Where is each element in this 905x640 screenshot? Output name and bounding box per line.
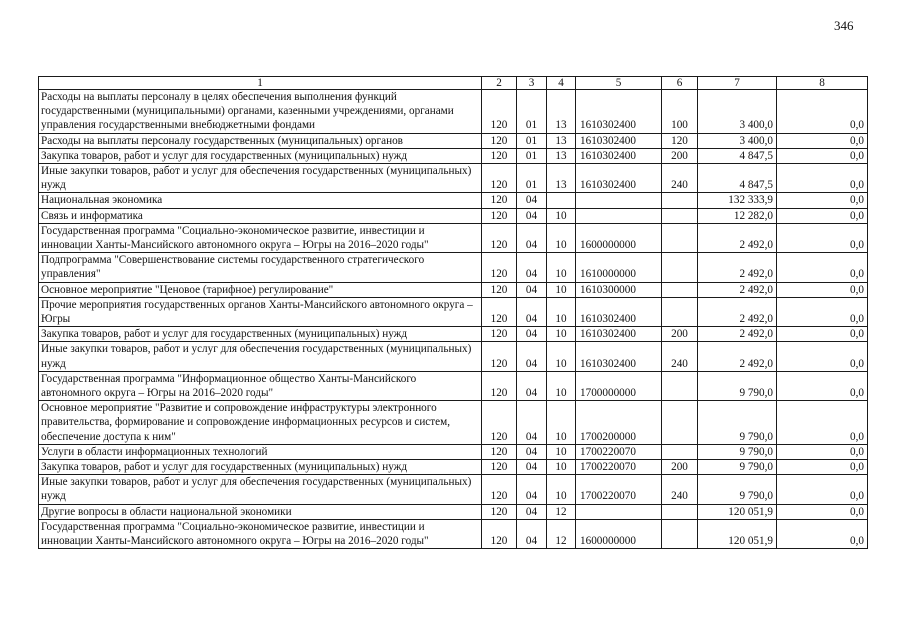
subsection-cell: 10 bbox=[547, 297, 576, 326]
section-cell: 04 bbox=[517, 475, 547, 504]
target-article-cell: 1610302400 bbox=[576, 297, 662, 326]
target-article-cell: 1600000000 bbox=[576, 519, 662, 548]
column-header: 2 bbox=[482, 77, 517, 90]
amount-2-cell: 0,0 bbox=[777, 282, 868, 297]
section-cell: 04 bbox=[517, 460, 547, 475]
amount-cell: 3 400,0 bbox=[698, 90, 777, 134]
table-row bbox=[39, 327, 868, 342]
amount-cell: 2 492,0 bbox=[698, 223, 777, 252]
expense-type-cell bbox=[662, 297, 698, 326]
expense-name-cell: Национальная экономика bbox=[39, 193, 482, 208]
target-article-cell: 1700220070 bbox=[576, 444, 662, 459]
expense-name-cell: Связь и информатика bbox=[39, 208, 482, 223]
expense-name-cell: Государственная программа "Социально-экономическое развитие, инвестиции и инновации Ханты-Мансийского автономного округа – Югры на 2016–2020 годы" bbox=[39, 519, 482, 548]
subsection-cell: 10 bbox=[547, 253, 576, 282]
budget-table bbox=[38, 76, 868, 549]
target-article-cell: 1610000000 bbox=[576, 253, 662, 282]
ministry-code-cell: 120 bbox=[482, 208, 517, 223]
amount-cell: 4 847,5 bbox=[698, 148, 777, 163]
subsection-cell: 10 bbox=[547, 444, 576, 459]
target-article-cell: 1610302400 bbox=[576, 133, 662, 148]
table-row bbox=[39, 504, 868, 519]
section-cell: 01 bbox=[517, 164, 547, 193]
amount-cell: 2 492,0 bbox=[698, 297, 777, 326]
subsection-cell: 13 bbox=[547, 164, 576, 193]
ministry-code-cell: 120 bbox=[482, 90, 517, 134]
subsection-cell: 10 bbox=[547, 475, 576, 504]
amount-2-cell: 0,0 bbox=[777, 401, 868, 445]
section-cell: 01 bbox=[517, 90, 547, 134]
expense-name-cell: Расходы на выплаты персоналу государственных (муниципальных) органов bbox=[39, 133, 482, 148]
table-row bbox=[39, 133, 868, 148]
amount-2-cell: 0,0 bbox=[777, 133, 868, 148]
expense-name-cell: Государственная программа "Социально-экономическое развитие, инвестиции и инновации Ханты-Мансийского автономного округа – Югры на 2016–2020 годы" bbox=[39, 223, 482, 252]
expense-type-cell: 100 bbox=[662, 90, 698, 134]
amount-cell: 2 492,0 bbox=[698, 282, 777, 297]
subsection-cell: 10 bbox=[547, 460, 576, 475]
subsection-cell: 13 bbox=[547, 148, 576, 163]
expense-type-cell: 240 bbox=[662, 475, 698, 504]
section-cell: 04 bbox=[517, 444, 547, 459]
target-article-cell: 1610300000 bbox=[576, 282, 662, 297]
subsection-cell: 10 bbox=[547, 327, 576, 342]
amount-2-cell: 0,0 bbox=[777, 297, 868, 326]
table-row bbox=[39, 208, 868, 223]
table-row bbox=[39, 444, 868, 459]
column-header: 1 bbox=[39, 77, 482, 90]
target-article-cell: 1610302400 bbox=[576, 342, 662, 371]
section-cell: 04 bbox=[517, 253, 547, 282]
column-header: 3 bbox=[517, 77, 547, 90]
expense-type-cell: 200 bbox=[662, 327, 698, 342]
ministry-code-cell: 120 bbox=[482, 342, 517, 371]
amount-2-cell: 0,0 bbox=[777, 253, 868, 282]
table-row bbox=[39, 475, 868, 504]
expense-type-cell bbox=[662, 444, 698, 459]
subsection-cell: 12 bbox=[547, 519, 576, 548]
expense-name-cell: Иные закупки товаров, работ и услуг для обеспечения государственных (муниципальных) нужд bbox=[39, 342, 482, 371]
subsection-cell: 12 bbox=[547, 504, 576, 519]
subsection-cell: 10 bbox=[547, 282, 576, 297]
expense-name-cell: Расходы на выплаты персоналу в целях обеспечения выполнения функций государственными (муниципальными) органами, казенными учреждениями, органами управления государственными внебюджетными фондами bbox=[39, 90, 482, 134]
expense-name-cell: Иные закупки товаров, работ и услуг для обеспечения государственных (муниципальных) нужд bbox=[39, 475, 482, 504]
expense-name-cell: Подпрограмма "Совершенствование системы государственного стратегического управления" bbox=[39, 253, 482, 282]
section-cell: 04 bbox=[517, 327, 547, 342]
amount-cell: 132 333,9 bbox=[698, 193, 777, 208]
table-row bbox=[39, 253, 868, 282]
expense-name-cell: Основное мероприятие "Развитие и сопровождение инфраструктуры электронного правительства, формирование и сопровождение информационных ресурсов и систем, обеспечение доступа к ним" bbox=[39, 401, 482, 445]
ministry-code-cell: 120 bbox=[482, 164, 517, 193]
amount-2-cell: 0,0 bbox=[777, 371, 868, 400]
ministry-code-cell: 120 bbox=[482, 504, 517, 519]
subsection-cell bbox=[547, 193, 576, 208]
amount-2-cell: 0,0 bbox=[777, 90, 868, 134]
expense-type-cell bbox=[662, 253, 698, 282]
amount-cell: 9 790,0 bbox=[698, 401, 777, 445]
amount-2-cell: 0,0 bbox=[777, 460, 868, 475]
amount-cell: 9 790,0 bbox=[698, 444, 777, 459]
target-article-cell bbox=[576, 208, 662, 223]
target-article-cell: 1700220070 bbox=[576, 460, 662, 475]
amount-cell: 12 282,0 bbox=[698, 208, 777, 223]
amount-cell: 3 400,0 bbox=[698, 133, 777, 148]
target-article-cell: 1610302400 bbox=[576, 327, 662, 342]
target-article-cell: 1610302400 bbox=[576, 148, 662, 163]
ministry-code-cell: 120 bbox=[482, 327, 517, 342]
table-row bbox=[39, 90, 868, 134]
expense-type-cell bbox=[662, 401, 698, 445]
ministry-code-cell: 120 bbox=[482, 401, 517, 445]
subsection-cell: 10 bbox=[547, 223, 576, 252]
column-header: 7 bbox=[698, 77, 777, 90]
amount-2-cell: 0,0 bbox=[777, 519, 868, 548]
table-row bbox=[39, 371, 868, 400]
column-header: 4 bbox=[547, 77, 576, 90]
amount-cell: 2 492,0 bbox=[698, 253, 777, 282]
expense-type-cell: 200 bbox=[662, 460, 698, 475]
column-header: 5 bbox=[576, 77, 662, 90]
expense-type-cell bbox=[662, 282, 698, 297]
amount-cell: 120 051,9 bbox=[698, 519, 777, 548]
subsection-cell: 10 bbox=[547, 342, 576, 371]
target-article-cell: 1610302400 bbox=[576, 90, 662, 134]
amount-2-cell: 0,0 bbox=[777, 164, 868, 193]
amount-2-cell: 0,0 bbox=[777, 193, 868, 208]
expense-name-cell: Закупка товаров, работ и услуг для государственных (муниципальных) нужд bbox=[39, 327, 482, 342]
section-cell: 01 bbox=[517, 133, 547, 148]
ministry-code-cell: 120 bbox=[482, 475, 517, 504]
section-cell: 04 bbox=[517, 297, 547, 326]
expense-type-cell bbox=[662, 519, 698, 548]
expense-type-cell: 200 bbox=[662, 148, 698, 163]
ministry-code-cell: 120 bbox=[482, 223, 517, 252]
ministry-code-cell: 120 bbox=[482, 371, 517, 400]
amount-cell: 120 051,9 bbox=[698, 504, 777, 519]
amount-2-cell: 0,0 bbox=[777, 444, 868, 459]
table-row bbox=[39, 460, 868, 475]
table-row bbox=[39, 223, 868, 252]
expense-name-cell: Иные закупки товаров, работ и услуг для обеспечения государственных (муниципальных) нужд bbox=[39, 164, 482, 193]
amount-2-cell: 0,0 bbox=[777, 327, 868, 342]
expense-name-cell: Прочие мероприятия государственных органов Ханты-Мансийского автономного округа – Югры bbox=[39, 297, 482, 326]
ministry-code-cell: 120 bbox=[482, 519, 517, 548]
ministry-code-cell: 120 bbox=[482, 282, 517, 297]
amount-2-cell: 0,0 bbox=[777, 342, 868, 371]
expense-type-cell: 120 bbox=[662, 133, 698, 148]
ministry-code-cell: 120 bbox=[482, 297, 517, 326]
expense-type-cell: 240 bbox=[662, 164, 698, 193]
target-article-cell: 1600000000 bbox=[576, 223, 662, 252]
table-row bbox=[39, 148, 868, 163]
table-row bbox=[39, 164, 868, 193]
amount-2-cell: 0,0 bbox=[777, 223, 868, 252]
amount-2-cell: 0,0 bbox=[777, 475, 868, 504]
expense-type-cell bbox=[662, 223, 698, 252]
table-row bbox=[39, 342, 868, 371]
subsection-cell: 10 bbox=[547, 208, 576, 223]
expense-name-cell: Другие вопросы в области национальной экономики bbox=[39, 504, 482, 519]
target-article-cell: 1700200000 bbox=[576, 401, 662, 445]
expense-type-cell bbox=[662, 504, 698, 519]
ministry-code-cell: 120 bbox=[482, 133, 517, 148]
amount-cell: 2 492,0 bbox=[698, 327, 777, 342]
amount-cell: 9 790,0 bbox=[698, 475, 777, 504]
expense-name-cell: Услуги в области информационных технологий bbox=[39, 444, 482, 459]
ministry-code-cell: 120 bbox=[482, 148, 517, 163]
subsection-cell: 10 bbox=[547, 371, 576, 400]
expense-type-cell bbox=[662, 193, 698, 208]
target-article-cell: 1610302400 bbox=[576, 164, 662, 193]
expense-type-cell: 240 bbox=[662, 342, 698, 371]
ministry-code-cell: 120 bbox=[482, 253, 517, 282]
amount-cell: 4 847,5 bbox=[698, 164, 777, 193]
section-cell: 04 bbox=[517, 282, 547, 297]
ministry-code-cell: 120 bbox=[482, 460, 517, 475]
page-number: 346 bbox=[834, 18, 854, 33]
amount-2-cell: 0,0 bbox=[777, 504, 868, 519]
subsection-cell: 13 bbox=[547, 133, 576, 148]
amount-2-cell: 0,0 bbox=[777, 208, 868, 223]
section-cell: 04 bbox=[517, 401, 547, 445]
table-body bbox=[39, 77, 868, 549]
expense-name-cell: Закупка товаров, работ и услуг для государственных (муниципальных) нужд bbox=[39, 460, 482, 475]
expense-type-cell bbox=[662, 208, 698, 223]
target-article-cell: 1700220070 bbox=[576, 475, 662, 504]
target-article-cell bbox=[576, 193, 662, 208]
target-article-cell: 1700000000 bbox=[576, 371, 662, 400]
table-row bbox=[39, 297, 868, 326]
section-cell: 04 bbox=[517, 193, 547, 208]
section-cell: 04 bbox=[517, 504, 547, 519]
subsection-cell: 13 bbox=[547, 90, 576, 134]
amount-2-cell: 0,0 bbox=[777, 148, 868, 163]
section-cell: 04 bbox=[517, 519, 547, 548]
table-row bbox=[39, 282, 868, 297]
ministry-code-cell: 120 bbox=[482, 444, 517, 459]
expense-name-cell: Государственная программа "Информационное общество Ханты-Мансийского автономного округа – Югры на 2016–2020 годы" bbox=[39, 371, 482, 400]
expense-type-cell bbox=[662, 371, 698, 400]
column-header: 8 bbox=[777, 77, 868, 90]
subsection-cell: 10 bbox=[547, 401, 576, 445]
amount-cell: 9 790,0 bbox=[698, 371, 777, 400]
expense-name-cell: Закупка товаров, работ и услуг для государственных (муниципальных) нужд bbox=[39, 148, 482, 163]
expense-name-cell: Основное мероприятие "Ценовое (тарифное) регулирование" bbox=[39, 282, 482, 297]
section-cell: 01 bbox=[517, 148, 547, 163]
amount-cell: 9 790,0 bbox=[698, 460, 777, 475]
section-cell: 04 bbox=[517, 208, 547, 223]
amount-cell: 2 492,0 bbox=[698, 342, 777, 371]
table-row bbox=[39, 519, 868, 548]
header-row bbox=[39, 77, 868, 90]
section-cell: 04 bbox=[517, 342, 547, 371]
column-header: 6 bbox=[662, 77, 698, 90]
table-row bbox=[39, 193, 868, 208]
target-article-cell bbox=[576, 504, 662, 519]
ministry-code-cell: 120 bbox=[482, 193, 517, 208]
section-cell: 04 bbox=[517, 371, 547, 400]
section-cell: 04 bbox=[517, 223, 547, 252]
table-row bbox=[39, 401, 868, 445]
